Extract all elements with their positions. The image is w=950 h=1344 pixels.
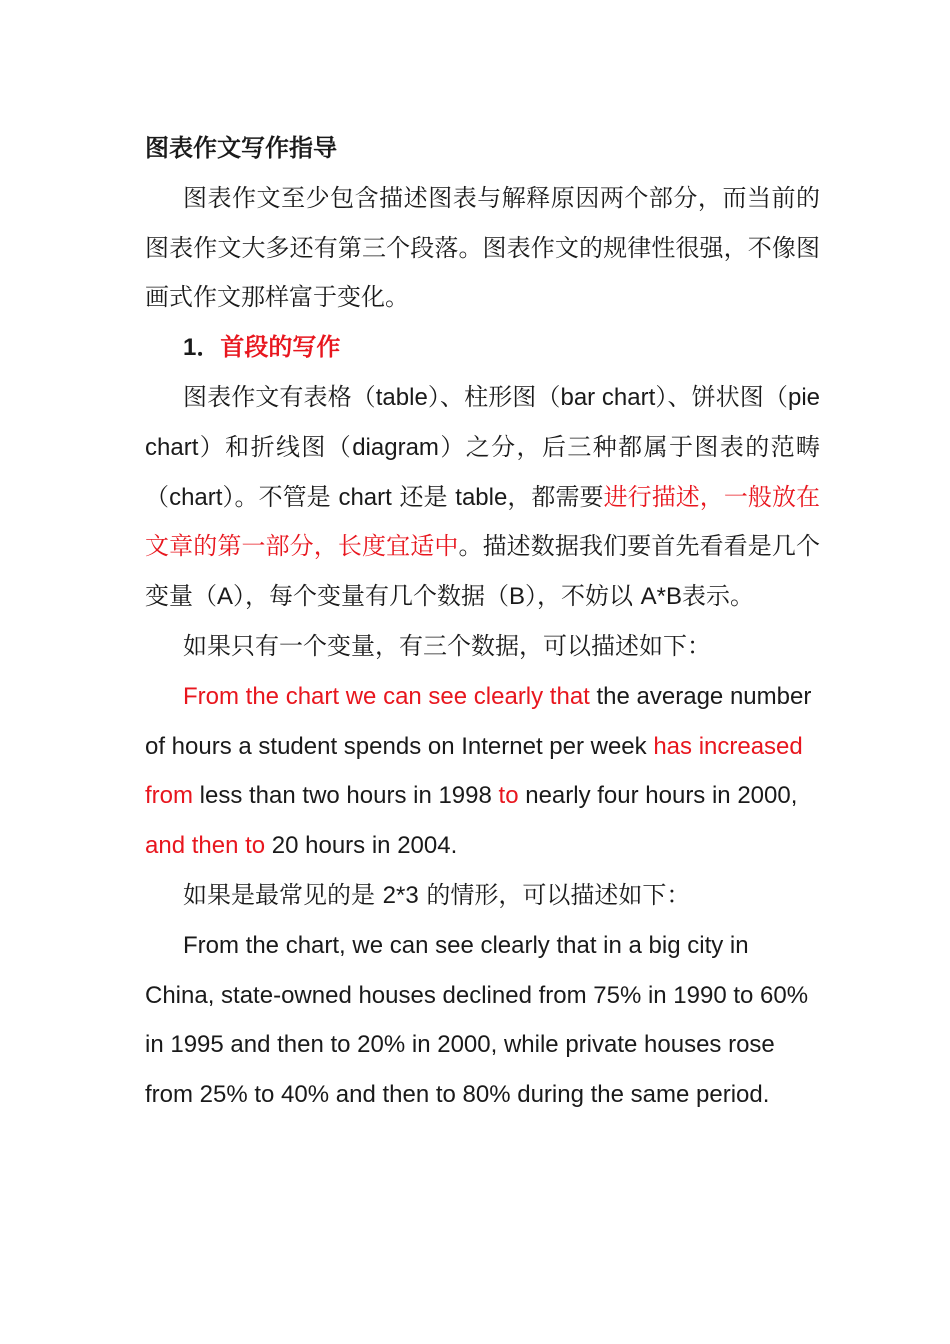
text-span: ）、饼状图（ (655, 382, 788, 411)
section-number: 1． (183, 334, 221, 362)
term-a: A (217, 583, 234, 611)
chart-types-paragraph (145, 373, 820, 622)
text-span: 还是 (391, 482, 456, 511)
title-text: 图表作文写作指导 (145, 134, 337, 162)
two-by-three-paragraph (145, 871, 820, 921)
example-phrase: and then to (145, 832, 266, 860)
text-span: ），每个变量有几个数据（ (233, 582, 510, 611)
example-text: the average number of hours a student spends on Internet per week (145, 682, 812, 760)
document-title (145, 124, 820, 174)
example-text: 20 hours in 2004. (265, 832, 458, 860)
text-span: 的情形，可以描述如下： (418, 880, 691, 909)
text-span: ）、柱形图（ (427, 382, 561, 411)
text-span: 如果是最常见的是 (183, 880, 383, 909)
term-chart-2: chart (338, 483, 392, 511)
term-diagram: diagram (352, 433, 439, 461)
example-text: less than two hours in 1998 (193, 782, 499, 810)
document-page (145, 124, 820, 1120)
term-2x3: 2*3 (382, 881, 419, 909)
text-span: 。描述数据我们要首先看看是几个变量（ (145, 532, 821, 611)
example-phrase: From the chart we can see clearly that (183, 682, 590, 710)
term-pie-chart: pie chart (145, 383, 820, 461)
text-span: ）和折线图（ (198, 432, 353, 461)
example-phrase: to (498, 782, 519, 810)
intro-paragraph (145, 174, 820, 323)
one-variable-paragraph (145, 622, 820, 672)
section-heading (145, 323, 820, 373)
example-text: nearly four hours in 2000, (518, 782, 798, 810)
term-table-2: table (455, 483, 508, 511)
term-table: table (375, 383, 428, 411)
text-span: ）。不管是 (222, 482, 339, 511)
term-bar-chart: bar chart (560, 383, 656, 411)
example-two-text: From the chart, we can see clearly that in a big city in China, state-owned houses declined from 75% in 1990 to 60% in 1995 and then to 20% in 2000, while private houses rose from 25% to 40% and then to 80% during the same period. (145, 931, 809, 1109)
section-heading-text: 首段的写作 (220, 333, 341, 362)
example-two (145, 921, 820, 1120)
text-span: 图表作文有表格（ (183, 382, 376, 411)
highlight-description: 进行描述，一般放在文章的第一部分，长度宜适中 (145, 482, 821, 561)
term-a-times-b: A*B (640, 583, 683, 611)
one-variable-text: 如果只有一个变量，有三个数据，可以描述如下： (183, 631, 711, 660)
example-one (145, 672, 820, 871)
term-b: B (509, 583, 526, 611)
text-span: ），不妨以 (525, 582, 641, 611)
example-phrase: has increased from (145, 732, 803, 810)
text-span: 表示。 (682, 582, 755, 611)
term-chart: chart (169, 483, 223, 511)
text-span: ，都需要 (507, 482, 604, 511)
intro-text: 图表作文至少包含描述图表与解释原因两个部分，而当前的图表作文大多还有第三个段落。图表作文的规律性很强，不像图画式作文那样富于变化。 (145, 183, 820, 312)
text-span: ）之分，后三种都属于图表的范畴（ (145, 432, 821, 511)
